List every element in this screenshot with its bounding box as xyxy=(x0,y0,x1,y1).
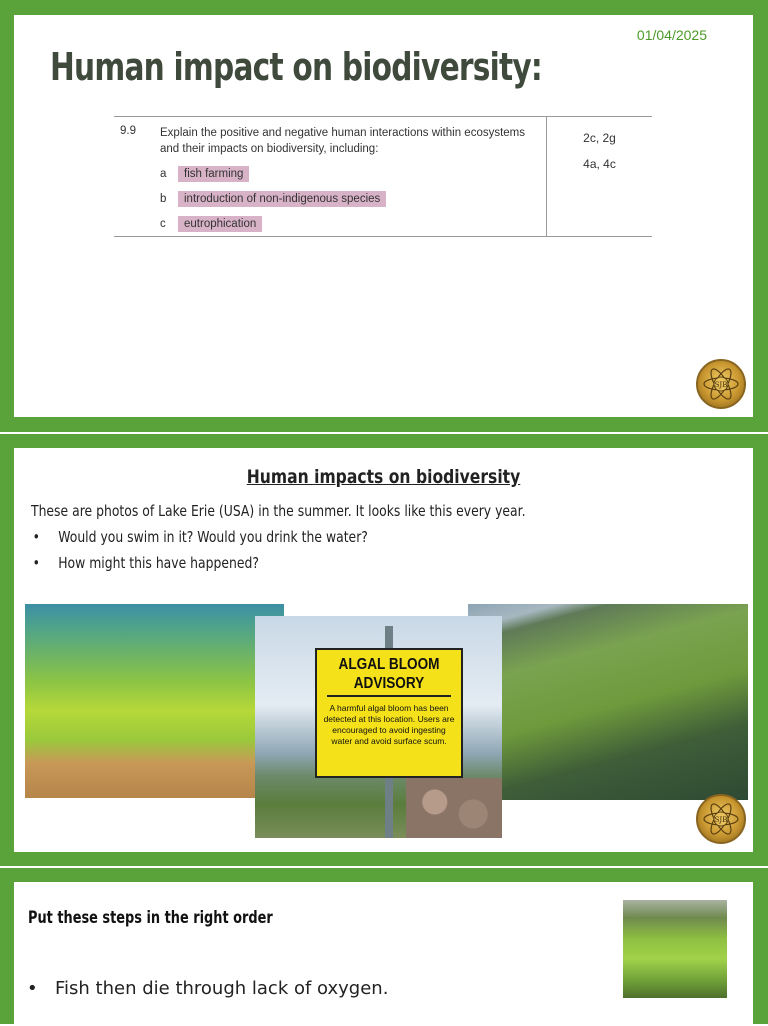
advisory-sign xyxy=(315,648,463,778)
specification-table xyxy=(114,116,652,237)
lake-aerial-photo xyxy=(468,604,748,800)
list-item xyxy=(27,978,388,999)
slide-2 xyxy=(0,432,768,866)
spec-option-text: eutrophication xyxy=(178,216,262,232)
spec-option xyxy=(160,166,542,182)
sign-divider xyxy=(327,695,451,697)
spec-option-letter: c xyxy=(160,218,166,230)
spec-option-text: introduction of non-indigenous species xyxy=(178,191,386,207)
spec-number: 9.9 xyxy=(114,117,156,237)
spec-description: Explain the positive and negative human interactions within ecosystems and their impacts on biodiversity, including: xyxy=(160,127,526,155)
bullet-text: How might this have happened? xyxy=(58,554,259,572)
algal-bloom-sign-photo xyxy=(255,616,502,838)
spec-option-letter: a xyxy=(160,168,167,180)
slide-1-content xyxy=(14,15,753,417)
spec-description-cell xyxy=(156,117,547,237)
spec-option xyxy=(160,216,542,232)
bullet-icon: • xyxy=(32,528,40,546)
slide-3-content xyxy=(14,882,753,1026)
slide-3 xyxy=(0,866,768,1024)
bullet-icon: • xyxy=(27,978,38,999)
lake-shore-photo xyxy=(25,604,284,798)
slide-2-content xyxy=(14,448,753,852)
slide-3-title: Put these steps in the right order xyxy=(28,908,273,928)
logo-text: SJB xyxy=(714,381,728,389)
table-row xyxy=(114,117,652,237)
shore-rocks xyxy=(406,778,502,838)
logo-text: SJB xyxy=(714,816,728,824)
slide-1 xyxy=(0,0,768,432)
spec-option xyxy=(160,191,542,207)
spec-option-letter: b xyxy=(160,193,167,205)
algae-pond-photo xyxy=(623,900,727,998)
list-item xyxy=(31,550,591,576)
bullet-text: Fish then die through lack of oxygen. xyxy=(55,978,389,999)
spec-refs-cell xyxy=(547,117,653,237)
sign-body: A harmful algal bloom has been detected at this location. Users are encouraged to avoid ingesting water and avoid surface scum. xyxy=(323,703,455,746)
slide-2-body xyxy=(31,498,591,576)
list-item xyxy=(31,524,591,550)
spec-ref: 2c, 2g xyxy=(583,131,616,145)
sign-title-line1: ALGAL BLOOM xyxy=(338,656,440,673)
school-logo-icon xyxy=(696,359,746,409)
bullet-text: Would you swim in it? Would you drink the water? xyxy=(58,528,368,546)
slide-date: 01/04/2025 xyxy=(636,27,707,43)
spec-ref: 4a, 4c xyxy=(583,157,616,171)
slide-1-title: Human impact on biodiversity: xyxy=(50,45,543,89)
intro-text: These are photos of Lake Erie (USA) in the summer. It looks like this every year. xyxy=(31,502,526,520)
sign-title-line2: ADVISORY xyxy=(353,675,425,692)
spec-option-text: fish farming xyxy=(178,166,249,182)
slide-2-title: Human impacts on biodiversity xyxy=(246,466,521,488)
school-logo-icon xyxy=(696,794,746,844)
bullet-icon: • xyxy=(32,554,40,572)
